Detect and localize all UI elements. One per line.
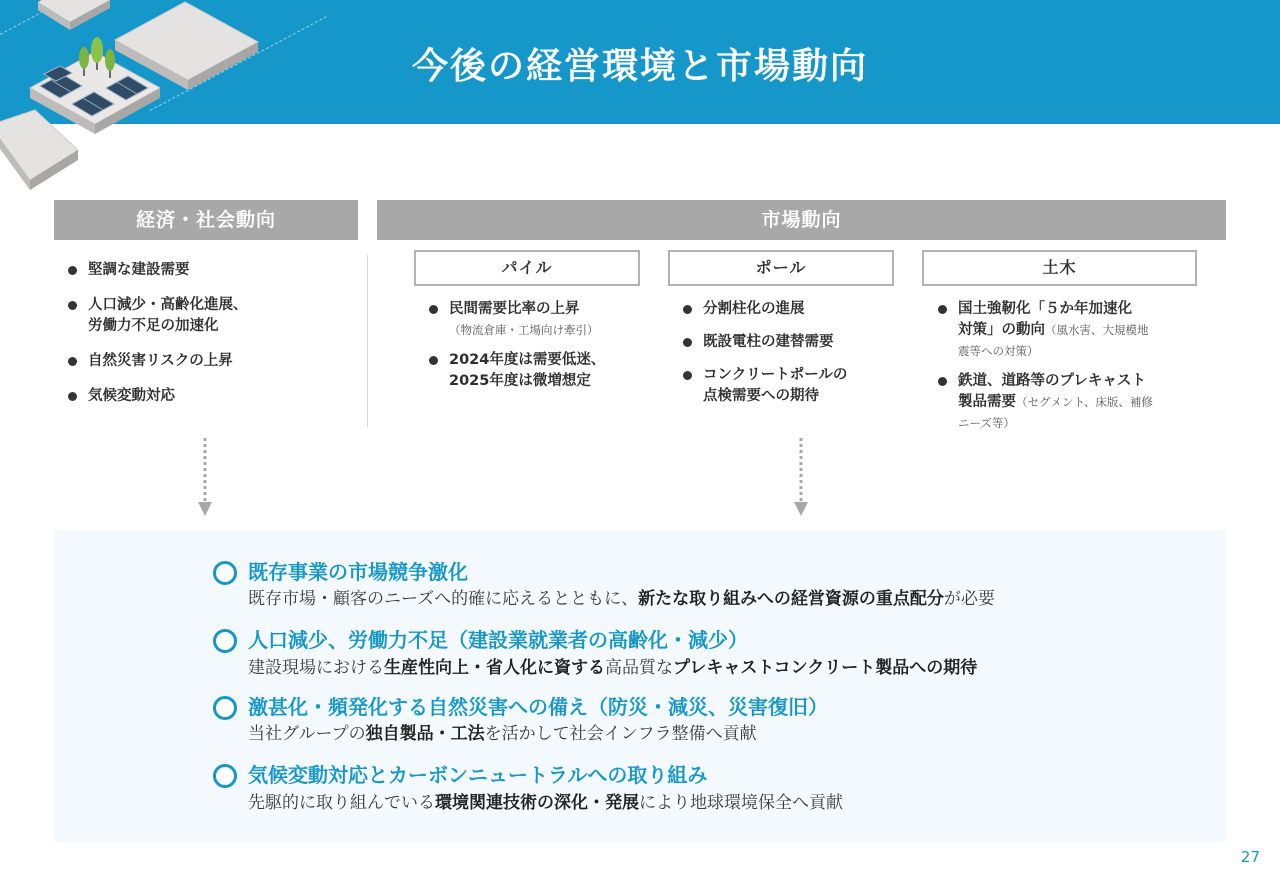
conclusion-title: 人口減少、労働力不足（建設業就業者の高齢化・減少） (248, 628, 748, 652)
pile-list (427, 299, 657, 392)
down-arrow-icon (196, 438, 214, 518)
economy-list (66, 260, 356, 407)
category-pole: ポール (668, 250, 894, 286)
conclusion-title: 激甚化・頻発化する自然災害への備え（防災・減災、災害復旧） (248, 695, 828, 719)
economy-section-heading: 経済・社会動向 (54, 200, 358, 240)
list-item: 人口減少・高齢化進展、 労働力不足の加速化 (66, 295, 356, 337)
conclusion-desc: 当社グループの独自製品・工法を活かして社会インフラ整備へ貢献 (248, 724, 757, 744)
market-section-heading: 市場動向 (377, 200, 1226, 240)
list-item: 既設電柱の建替需要 (681, 332, 911, 353)
divider (367, 255, 368, 427)
conclusion-desc: 先駆的に取り組んでいる環境関連技術の深化・発展により地球環境保全へ貢献 (248, 793, 843, 813)
category-civil: 土木 (922, 250, 1197, 286)
list-item: 気候変動対応 (66, 386, 356, 407)
conclusion-desc: 建設現場における生産性向上・省人化に資する高品質なプレキャストコンクリート製品への期待 (248, 658, 978, 678)
category-pile: パイル (414, 250, 640, 286)
page-title: 今後の経営環境と市場動向 (411, 46, 868, 87)
list-item: コンクリートポールの 点検需要への期待 (681, 365, 911, 407)
circle-icon (213, 561, 237, 585)
conclusion-desc: 既存市場・顧客のニーズへ的確に応えるとともに、新たな取り組みへの経営資源の重点配分が必要 (248, 589, 995, 609)
list-item: 国土強靭化「５か年加速化 対策」の動向（風水害、大規模地 震等への対策） (936, 299, 1206, 361)
conclusion-title: 既存事業の市場競争激化 (248, 560, 468, 584)
down-arrow-icon (792, 438, 810, 518)
page-number: 27 (1240, 848, 1260, 866)
list-item: 鉄道、道路等のプレキャスト 製品需要（セグメント、床版、補修 ニーズ等） (936, 371, 1206, 433)
list-item: 2024年度は需要低迷、 2025年度は微増想定 (427, 350, 657, 392)
list-item: 堅調な建設需要 (66, 260, 356, 281)
list-item: 民間需要比率の上昇 （物流倉庫・工場向け牽引） (427, 299, 657, 340)
pole-list (681, 299, 911, 407)
list-item: 自然災害リスクの上昇 (66, 351, 356, 372)
circle-icon (213, 764, 237, 788)
circle-icon (213, 629, 237, 653)
circle-icon (213, 696, 237, 720)
list-item: 分割柱化の進展 (681, 299, 911, 320)
solar-panel-illustration (0, 0, 270, 210)
conclusion-title: 気候変動対応とカーボンニュートラルへの取り組み (248, 763, 708, 787)
civil-list (936, 299, 1206, 433)
